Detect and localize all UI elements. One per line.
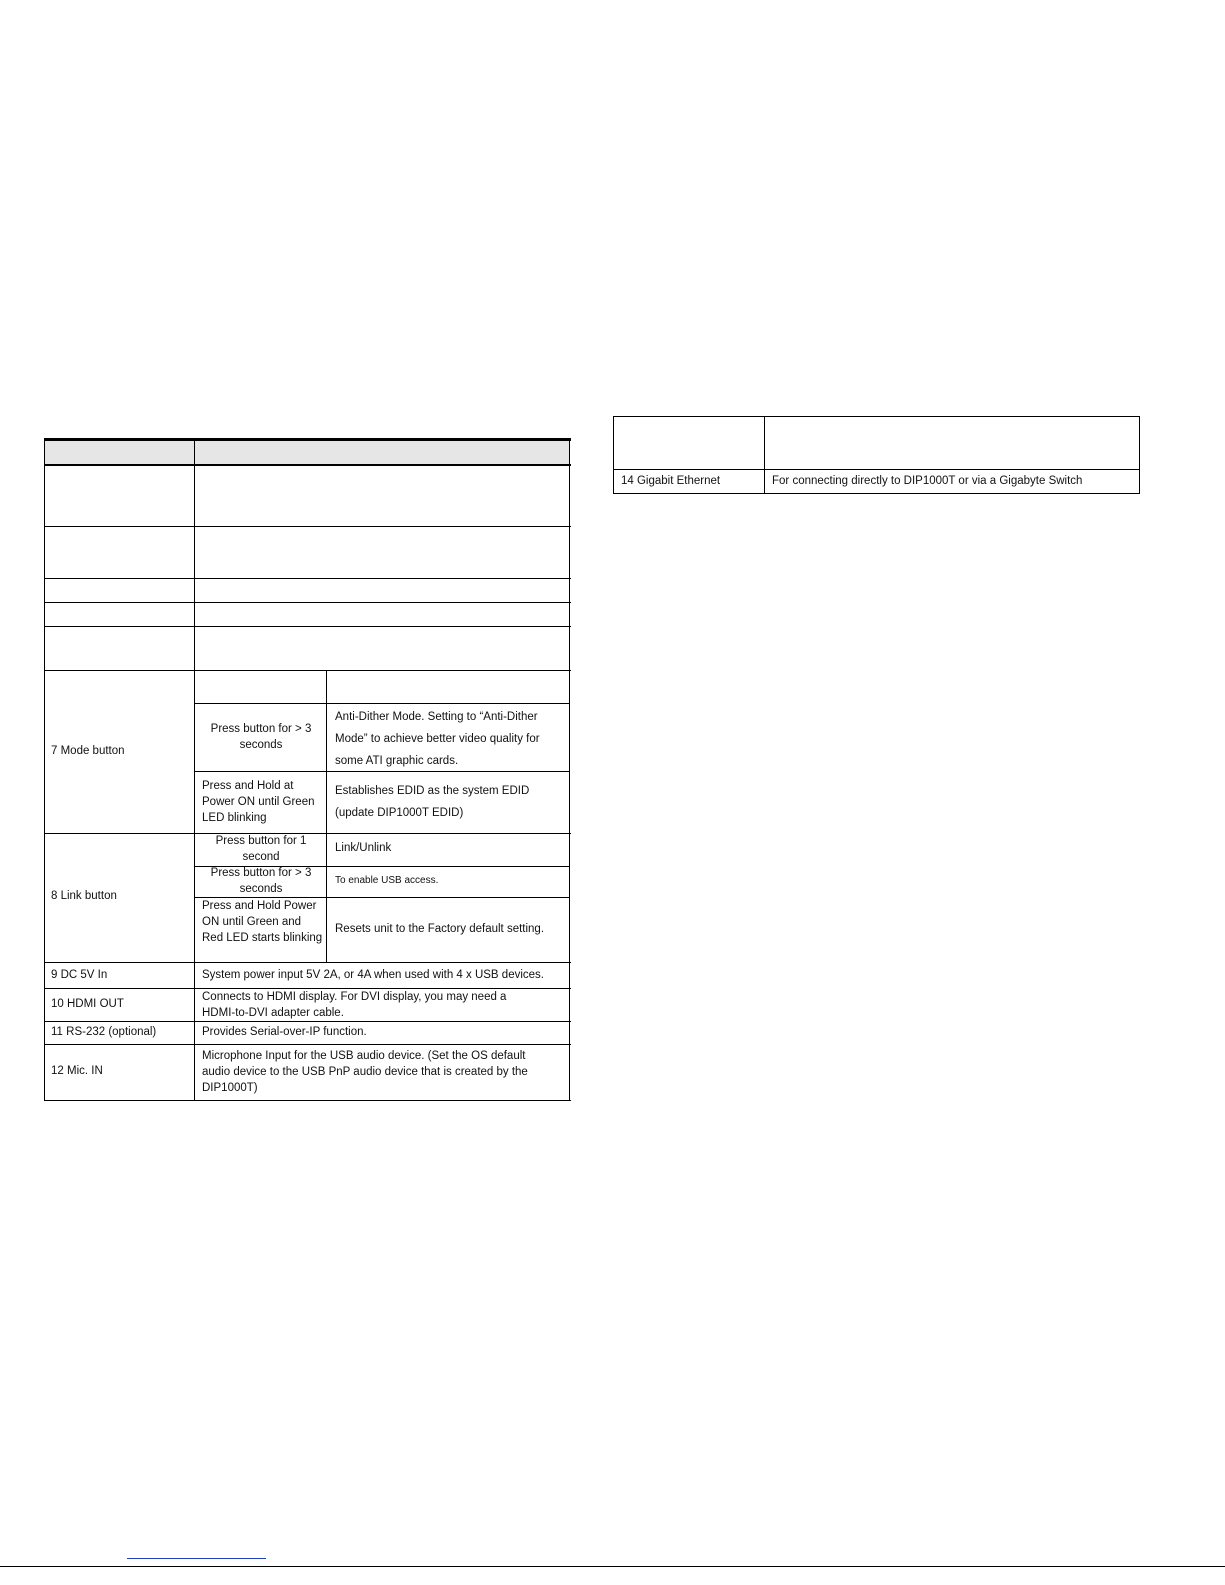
link-action-power-on: Press and Hold Power ON until Green and Red LED starts blinking — [202, 900, 323, 944]
row-label-mode-button: 7 Mode button — [51, 745, 125, 757]
link-function-factory-reset: Resets unit to the Factory default setting. — [335, 923, 545, 935]
row-divider — [44, 578, 571, 579]
mode-action-power-on: Press and Hold at Power ON until Green LED blinking — [202, 780, 315, 824]
link-function-usb-access: To enable USB access. — [335, 875, 439, 886]
link-action-3s: Press button for > 3 seconds — [210, 867, 312, 895]
row-divider — [44, 1021, 571, 1022]
row-divider — [195, 703, 570, 704]
table-left-border — [613, 416, 614, 494]
table-top-border — [613, 416, 1140, 417]
row-divider — [44, 526, 571, 527]
table-top-border — [44, 438, 571, 441]
link-action-1s: Press button for 1 second — [215, 835, 307, 863]
table-header-bottom-border — [44, 464, 571, 466]
link-function-link-unlink: Link/Unlink — [335, 842, 392, 854]
column-divider — [764, 416, 765, 494]
row-label-mic-in: 12 Mic. IN — [51, 1065, 103, 1077]
row-label-link-button: 8 Link button — [51, 890, 117, 902]
row-divider — [44, 602, 571, 603]
table-right-border — [569, 438, 570, 1101]
row-divider — [44, 1044, 571, 1045]
column-divider — [326, 670, 327, 962]
row-label-hdmi-out: 10 HDMI OUT — [51, 998, 124, 1010]
table-header-row — [45, 440, 570, 465]
table-bottom-border — [44, 1100, 571, 1101]
row-divider — [44, 670, 571, 671]
table-bottom-border — [613, 493, 1140, 494]
table-right-border — [1139, 416, 1140, 494]
column-divider — [194, 438, 195, 1101]
row-label-rs232: 11 RS-232 (optional) — [51, 1026, 157, 1038]
gigabit-ethernet-function: For connecting directly to DIP1000T or via a Gigabyte Switch — [772, 475, 1083, 487]
row-label-gigabit-ethernet: 14 Gigabit Ethernet — [621, 475, 721, 487]
mode-function-edid: Establishes EDID as the system EDID (update DIP1000T EDID) — [335, 785, 530, 819]
row-divider — [44, 626, 571, 627]
row-label-dc-in: 9 DC 5V In — [51, 969, 108, 981]
mode-function-anti-dither: Anti-Dither Mode. Setting to “Anti-Dither Mode” to achieve better video quality for some ATI graphic cards. — [335, 711, 540, 767]
row-divider — [44, 962, 571, 963]
mode-action-hold-3s: Press button for > 3 seconds — [210, 723, 312, 751]
hdmi-out-function: Connects to HDMI display. For DVI display, you may need a HDMI-to-DVI adapter cable. — [202, 991, 507, 1019]
rs232-function: Provides Serial-over-IP function. — [202, 1026, 367, 1038]
footer-link-underline[interactable] — [127, 1558, 266, 1559]
mic-in-function: Microphone Input for the USB audio device. (Set the OS default audio device to the USB PnP audio device that is created by the DIP1000T) — [202, 1050, 528, 1094]
row-divider — [613, 469, 1140, 470]
footer-rule — [0, 1566, 1225, 1567]
dc-in-function: System power input 5V 2A, or 4A when used with 4 x USB devices. — [202, 969, 544, 981]
table-left-border — [44, 438, 45, 1101]
